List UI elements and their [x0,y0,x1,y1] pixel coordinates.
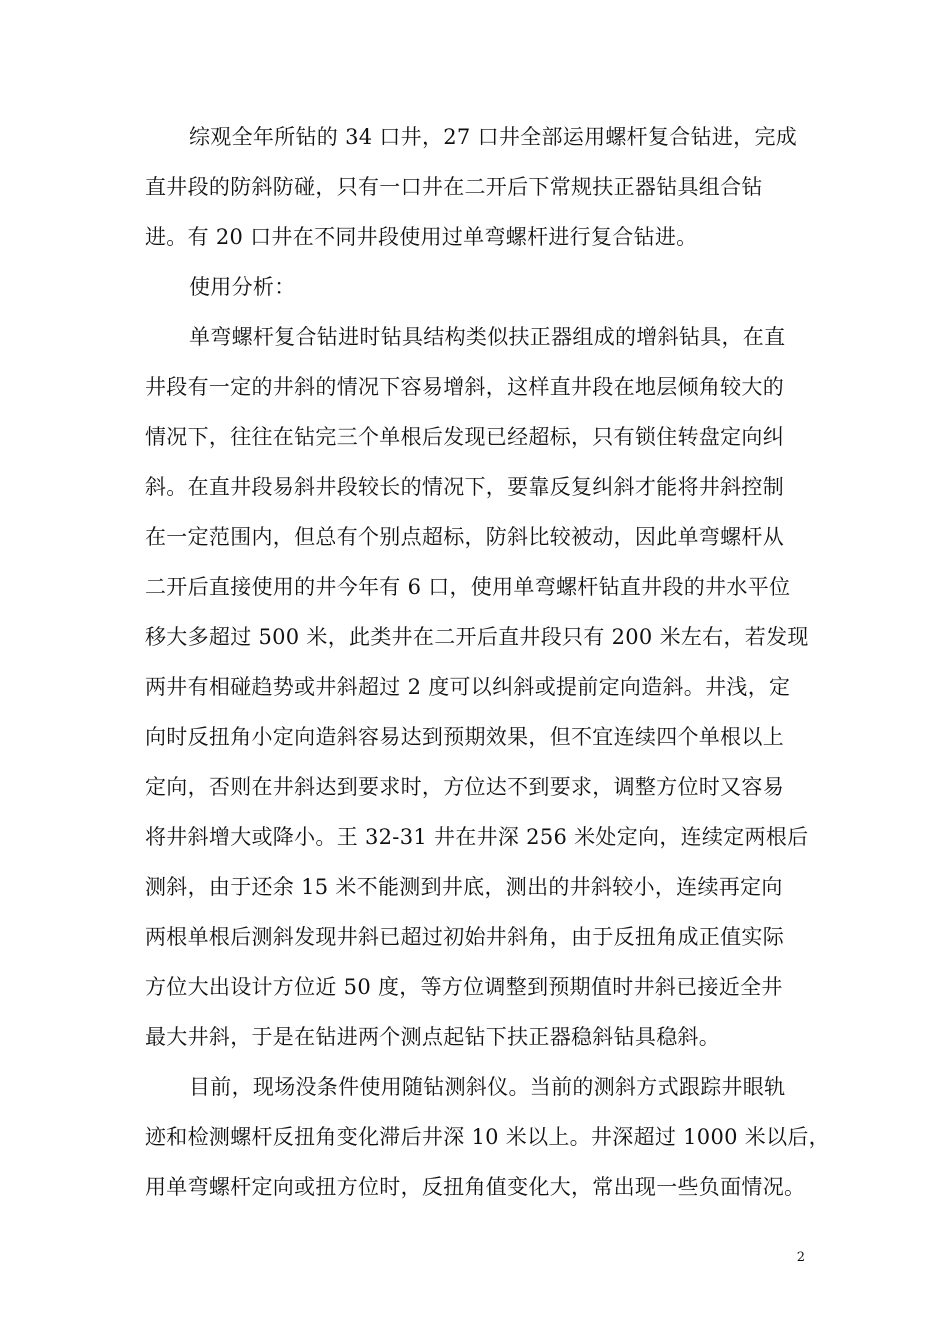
paragraph-line: 测斜，由于还余 15 米不能测到井底，测出的井斜较小，连续再定向 [145,875,783,899]
paragraph-line: 两井有相碰趋势或井斜超过 2 度可以纠斜或提前定向造斜。井浅，定 [145,675,791,699]
paragraph-line: 二开后直接使用的井今年有 6 口，使用单弯螺杆钻直井段的井水平位 [145,575,791,599]
paragraph-line: 在一定范围内，但总有个别点超标，防斜比较被动，因此单弯螺杆从 [145,525,784,549]
paragraph-line: 情况下，往往在钻完三个单根后发现已经超标，只有锁住转盘定向纠 [145,425,784,449]
paragraph-line: 方位大出设计方位近 50 度，等方位调整到预期值时井斜已接近全井 [145,975,783,999]
paragraph-line: 井段有一定的井斜的情况下容易增斜，这样直井段在地层倾角较大的 [145,375,784,399]
paragraph-line: 移大多超过 500 米，此类井在二开后直井段只有 200 米左右，若发现 [145,625,809,649]
paragraph-line: 迹和检测螺杆反扭角变化滞后井深 10 米以上。井深超过 1000 米以后， [145,1125,830,1149]
section-heading: 使用分析： [189,275,296,299]
paragraph-line: 两根单根后测斜发现井斜已超过初始井斜角，由于反扭角成正值实际 [145,925,784,949]
paragraph-line: 向时反扭角小定向造斜容易达到预期效果，但不宜连续四个单根以上 [145,725,784,749]
paragraph-line: 单弯螺杆复合钻进时钻具结构类似扶正器组成的增斜钻具，在直 [189,325,786,349]
paragraph-line: 综观全年所钻的 34 口井，27 口井全部运用螺杆复合钻进，完成 [189,125,798,149]
paragraph-line: 直井段的防斜防碰，只有一口井在二开后下常规扶正器钻具组合钻 [145,175,763,199]
paragraph-line: 最大井斜，于是在钻进两个测点起钻下扶正器稳斜钻具稳斜。 [145,1025,721,1049]
paragraph-line: 定向，否则在井斜达到要求时，方位达不到要求，调整方位时又容易 [145,775,784,799]
paragraph-line: 用单弯螺杆定向或扭方位时，反扭角值变化大，常出现一些负面情况。 [145,1175,806,1199]
paragraph-line: 进。有 20 口井在不同井段使用过单弯螺杆进行复合钻进。 [145,225,698,249]
paragraph-line: 将井斜增大或降小。王 32-31 井在井深 256 米处定向，连续定两根后 [145,825,809,849]
paragraph-line: 目前，现场没条件使用随钻测斜仪。当前的测斜方式跟踪井眼轨 [189,1075,786,1099]
paragraph-line: 斜。在直井段易斜井段较长的情况下，要靠反复纠斜才能将井斜控制 [145,475,784,499]
page-number: 2 [796,1250,805,1265]
